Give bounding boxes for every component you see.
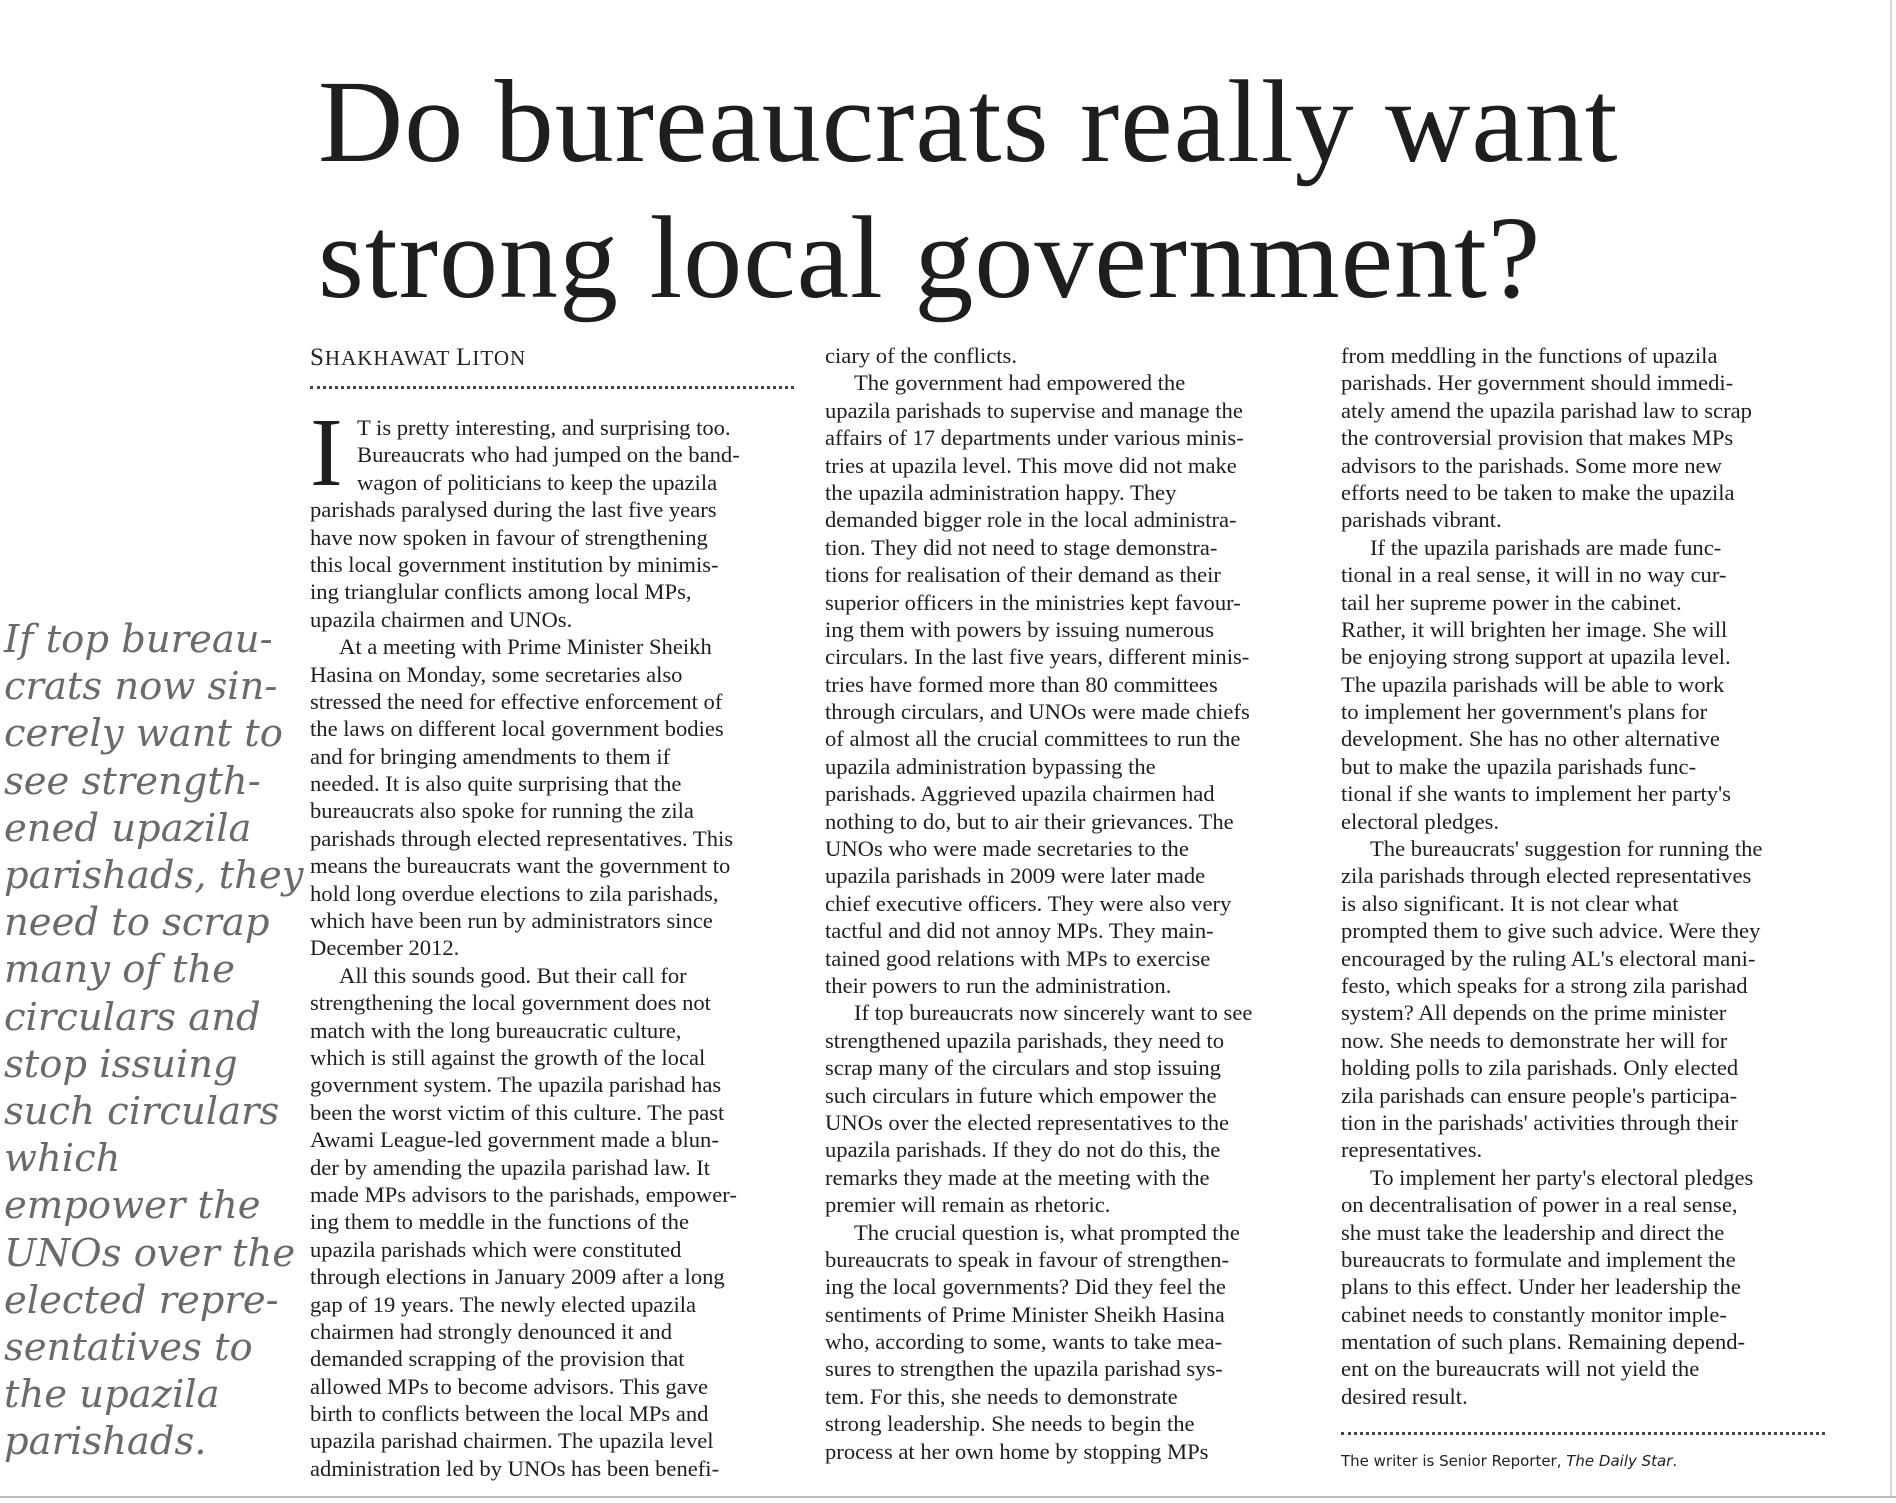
article-line: of almost all the crucial committees to run the — [825, 726, 1241, 752]
article-line: match with the long bureaucratic culture, — [310, 1017, 682, 1043]
pull-quote-line: empower the — [4, 1183, 261, 1229]
pull-quote-line: see strength- — [4, 758, 261, 804]
article-line: tional in a real sense, it will in no way cur- — [1341, 562, 1727, 588]
article-line: tries have formed more than 80 committees — [825, 671, 1218, 697]
article-line: their powers to run the administration. — [825, 972, 1172, 998]
article-line: upazila parishads in 2009 were later made — [825, 863, 1206, 889]
article-line: der by amending the upazila parishad law. It — [310, 1154, 711, 1180]
article-line: tries at upazila level. This move did not make — [825, 452, 1237, 478]
article-line: The upazila parishads will be able to work — [1341, 671, 1725, 697]
article-line: scrap many of the circulars and stop issuing — [825, 1055, 1221, 1081]
article-line: plans to this effect. Under her leadership the — [1341, 1274, 1741, 1300]
article-line: such circulars in future which empower the — [825, 1082, 1217, 1108]
article-line: administration led by UNOs has been benefi- — [310, 1455, 720, 1481]
article-line: tions for realisation of their demand as their — [825, 562, 1221, 588]
article-line: strong leadership. She needs to begin the — [825, 1411, 1195, 1437]
article-line: through elections in January 2009 after a long — [310, 1264, 725, 1290]
article-column-3 — [1341, 342, 1762, 1410]
article-line: ing the local governments? Did they feel the — [825, 1274, 1226, 1300]
article-line: upazila chairmen and UNOs. — [310, 606, 573, 632]
article-line: UNOs who were made secretaries to the — [825, 836, 1189, 862]
article-line: through circulars, and UNOs were made chiefs — [825, 699, 1250, 725]
article-line: ing them to meddle in the functions of the — [310, 1209, 689, 1235]
bottom-border — [0, 1496, 1896, 1498]
article-line: The bureaucrats' suggestion for running the — [1370, 836, 1763, 862]
article-line: tem. For this, she needs to demonstrate — [825, 1383, 1178, 1409]
pull-quote-line: circulars and — [4, 994, 261, 1040]
article-line: parishads paralysed during the last five years — [310, 497, 717, 523]
article-line: tional if she wants to implement her party's — [1341, 781, 1731, 807]
credit-suffix: . — [1672, 1452, 1678, 1470]
article-line: demanded bigger role in the local administra- — [825, 507, 1237, 533]
article-line: premier will remain as rhetoric. — [825, 1192, 1111, 1218]
article-line: superior officers in the ministries kept favour- — [825, 589, 1241, 615]
article-line: demanded scrapping of the provision that — [310, 1346, 685, 1372]
article-line: electoral pledges. — [1341, 808, 1500, 834]
article-line: upazila parishads which were constituted — [310, 1236, 682, 1262]
article-line: made MPs advisors to the parishads, empower- — [310, 1181, 737, 1207]
article-line: desired result. — [1341, 1383, 1468, 1409]
article-line: upazila parishads. If they do not do this, the — [825, 1137, 1221, 1163]
article-line: upazila administration bypassing the — [825, 753, 1156, 779]
article-line: development. She has no other alternative — [1341, 726, 1720, 752]
pull-quote-line: which — [4, 1136, 121, 1182]
article-line: government system. The upazila parishad has — [310, 1072, 722, 1098]
pull-quote-line: stop issuing — [4, 1041, 238, 1087]
article-line: is also significant. It is not clear what — [1341, 890, 1679, 916]
article-line: prompted them to give such advice. Were they — [1341, 918, 1761, 944]
article-line: upazila parishad chairmen. The upazila level — [310, 1428, 714, 1454]
article-line: mentation of such plans. Remaining depend- — [1341, 1329, 1746, 1355]
article-line: If the upazila parishads are made func- — [1370, 534, 1722, 560]
pull-quote-line: parishads, they — [4, 853, 304, 899]
article-line: the upazila administration happy. They — [825, 479, 1177, 505]
article-line: parishads through elected representatives. This — [310, 825, 734, 851]
pull-quote-line: parishads. — [4, 1419, 207, 1465]
article-line: been the worst victim of this culture. The past — [310, 1099, 725, 1125]
headline-line-1: Do bureaucrats really want — [318, 56, 1619, 187]
article-line: wagon of politicians to keep the upazila — [357, 469, 718, 495]
article-column-1 — [310, 414, 740, 1482]
article-line: on decentralisation of power in a real sense, — [1341, 1192, 1738, 1218]
article-line: which have been run by administrators since — [310, 908, 713, 934]
article-line: advisors to the parishads. Some more new — [1341, 452, 1722, 478]
article-line: this local government institution by minimis- — [310, 551, 719, 577]
author-credit — [1341, 1452, 1677, 1470]
credit-publication: The Daily Star — [1566, 1452, 1673, 1470]
article-line: zila parishads can ensure people's participa- — [1341, 1082, 1738, 1108]
article-line: parishads vibrant. — [1341, 507, 1502, 533]
article-line: Rather, it will brighten her image. She will — [1341, 616, 1728, 642]
article-line: At a meeting with Prime Minister Sheikh — [339, 634, 712, 660]
article-line: upazila parishads to supervise and manage the — [825, 397, 1243, 423]
byline-divider — [310, 386, 794, 389]
article-line: from meddling in the functions of upazila — [1341, 343, 1718, 368]
article-line: chairmen had strongly denounced it and — [310, 1318, 673, 1344]
article-line: tained good relations with MPs to exercise — [825, 945, 1211, 971]
pull-quote-line: If top bureau- — [4, 617, 273, 662]
article-line: UNOs over the elected representatives to the — [825, 1109, 1230, 1135]
drop-cap: I — [310, 399, 343, 507]
article-line: strengthening the local government does not — [310, 990, 711, 1016]
article-line: to implement her government's plans for — [1341, 699, 1708, 725]
headline-line-2: strong local government? — [318, 192, 1542, 323]
article-line: hold long overdue elections to zila parishads, — [310, 880, 719, 906]
article-column-2 — [825, 342, 1252, 1465]
pull-quote-line: many of the — [4, 947, 235, 993]
credit-prefix: The writer is Senior Reporter, — [1341, 1452, 1567, 1470]
article-line: cabinet needs to constantly monitor imple- — [1341, 1301, 1727, 1327]
article-line: tion in the parishads' activities through their — [1341, 1109, 1738, 1135]
article-line: needed. It is also quite surprising that the — [310, 771, 682, 797]
article-line: she must take the leadership and direct the — [1341, 1219, 1725, 1245]
article-line: which is still against the growth of the local — [310, 1044, 706, 1070]
pull-quote-line: need to scrap — [4, 900, 270, 946]
article-line: the controversial provision that makes MPs — [1341, 425, 1734, 451]
byline-last-initial: L — [456, 344, 473, 371]
article-line: sentiments of Prime Minister Sheikh Hasina — [825, 1301, 1225, 1327]
article-line: December 2012. — [310, 935, 460, 961]
byline-first-initial: S — [310, 344, 325, 371]
article-line: If top bureaucrats now sincerely want to see — [854, 1000, 1253, 1026]
article-line: allowed MPs to become advisors. This gave — [310, 1373, 709, 1399]
pull-quote-line: ened upazila — [4, 805, 252, 851]
pull-quote-line: elected repre- — [4, 1277, 279, 1323]
article-line: nothing to do, but to air their grievances. The — [825, 808, 1234, 834]
article-line: now. She needs to demonstrate her will for — [1341, 1027, 1728, 1053]
article-line: chief executive officers. They were also very — [825, 890, 1232, 916]
article-line: gap of 19 years. The newly elected upazila — [310, 1291, 697, 1317]
article-line: To implement her party's electoral pledges — [1370, 1164, 1754, 1190]
right-border — [1890, 0, 1892, 1496]
article-line: but to make the upazila parishads func- — [1341, 753, 1697, 779]
article-line: have now spoken in favour of strengthening — [310, 524, 708, 550]
article-line: T is pretty interesting, and surprising too. — [357, 415, 731, 440]
pull-quote-line: the upazila — [4, 1372, 220, 1418]
article-line: parishads. Aggrieved upazila chairmen had — [825, 781, 1215, 807]
article-line: the laws on different local government bodies — [310, 716, 724, 742]
article-line: Bureaucrats who had jumped on the band- — [357, 442, 740, 468]
article-line: bureaucrats to speak in favour of strengthen- — [825, 1246, 1230, 1272]
article-line: be enjoying strong support at upazila level. — [1341, 644, 1731, 670]
article-line: representatives. — [1341, 1137, 1483, 1163]
article-line: who, according to some, wants to take mea- — [825, 1329, 1223, 1355]
byline-last-rest: ITON — [472, 346, 527, 370]
article-line: and for bringing amendments to them if — [310, 743, 671, 769]
byline-first-rest: HAKHAWAT — [324, 346, 450, 370]
article-line: holding polls to zila parishads. Only elected — [1341, 1055, 1739, 1081]
article-line: ing trianglular conflicts among local MPs, — [310, 579, 692, 605]
article-line: parishads. Her government should immedi- — [1341, 370, 1734, 396]
article-line: The crucial question is, what prompted the — [854, 1219, 1240, 1245]
article-line: ing them with powers by issuing numerous — [825, 616, 1215, 642]
article-line: The government had empowered the — [854, 370, 1186, 396]
article-line: bureaucrats also spoke for running the zila — [310, 798, 694, 824]
article-line: bureaucrats to formulate and implement the — [1341, 1246, 1736, 1272]
article-line: efforts need to be taken to make the upazila — [1341, 479, 1735, 505]
article-line: process at her own home by stopping MPs — [825, 1438, 1209, 1464]
article-line: ent on the bureaucrats will not yield the — [1341, 1356, 1700, 1382]
article-line: festo, which speaks for a strong zila parishad — [1341, 972, 1748, 998]
article-line: means the bureaucrats want the government to — [310, 853, 731, 879]
article-line: Hasina on Monday, some secretaries also — [310, 661, 683, 687]
article-line: ately amend the upazila parishad law to scrap — [1341, 397, 1752, 423]
pull-quote-line: cerely want to — [4, 711, 283, 757]
end-divider — [1341, 1432, 1825, 1435]
pull-quote — [4, 616, 304, 1466]
pull-quote-line: such circulars — [4, 1089, 280, 1135]
pull-quote-line: sentatives to — [4, 1325, 253, 1371]
article-line: Awami League-led government made a blun- — [310, 1127, 719, 1153]
article-line: tail her supreme power in the cabinet. — [1341, 589, 1682, 615]
byline — [310, 344, 526, 372]
pull-quote-line: UNOs over the — [4, 1230, 296, 1276]
pull-quote-line: crats now sin- — [4, 664, 278, 710]
article-line: strengthened upazila parishads, they need to — [825, 1027, 1225, 1053]
article-line: stressed the need for effective enforcement of — [310, 688, 723, 714]
article-line: system? All depends on the prime minister — [1341, 1000, 1727, 1026]
article-line: zila parishads through elected representatives — [1341, 863, 1752, 889]
article-line: remarks they made at the meeting with the — [825, 1164, 1210, 1190]
article-line: affairs of 17 departments under various minis- — [825, 425, 1244, 451]
article-line: ciary of the conflicts. — [825, 343, 1017, 368]
article-line: tion. They did not need to stage demonstra- — [825, 534, 1218, 560]
article-line: birth to conflicts between the local MPs and — [310, 1401, 709, 1427]
article-line: encouraged by the ruling AL's electoral mani- — [1341, 945, 1756, 971]
article-line: All this sounds good. But their call for — [339, 962, 687, 988]
article-line: tactful and did not annoy MPs. They main- — [825, 918, 1214, 944]
article-line: circulars. In the last five years, different minis- — [825, 644, 1250, 670]
headline — [318, 54, 1858, 326]
article-line: sures to strengthen the upazila parishad sys- — [825, 1356, 1223, 1382]
